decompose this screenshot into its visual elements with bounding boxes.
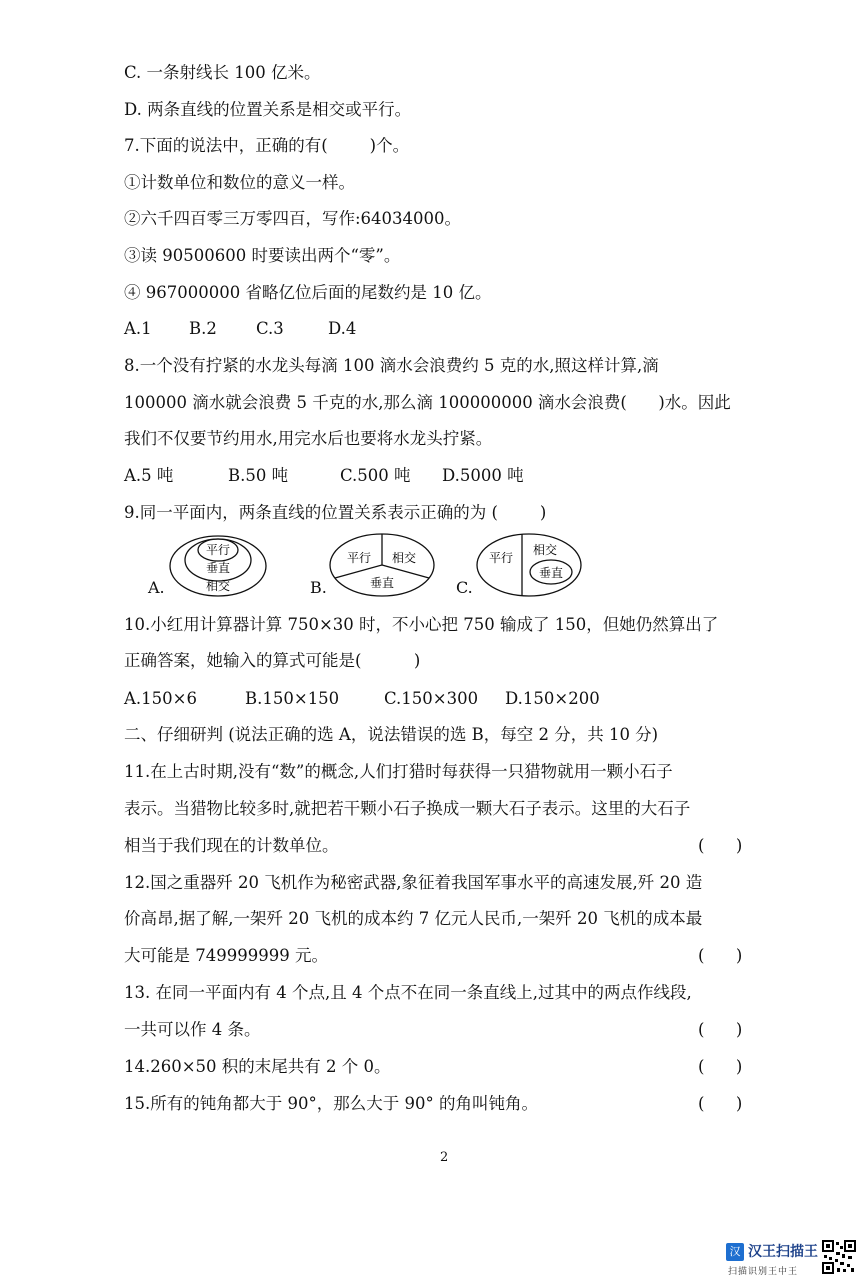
qr-code-icon — [822, 1240, 856, 1274]
q12-line-3: 大可能是 749999999 元。 — [124, 946, 328, 965]
q14-line: 14.260×50 积的末尾共有 2 个 0。 — [124, 1057, 391, 1076]
q8-stem-line-3: 我们不仅要节约用水,用完水后也要将水龙头拧紧。 — [124, 429, 493, 448]
q9-diagram-b — [327, 532, 437, 598]
q6-option-d: D. 两条直线的位置关系是相交或平行。 — [124, 100, 412, 119]
q10-option-a: A.150×6 — [124, 689, 197, 708]
q7-statement-2: ②六千四百零三万零四百，写作:64034000。 — [124, 209, 462, 228]
section-2-heading: 二、仔细研判 (说法正确的选 A，说法错误的选 B，每空 2 分，共 10 分) — [124, 725, 659, 744]
q11-line-2: 表示。当猎物比较多时,就把若干颗小石子换成一颗大石子表示。这里的大石子 — [124, 799, 691, 818]
q10-option-b: B.150×150 — [245, 689, 340, 708]
q9-b-bottom-label: 垂直 — [369, 576, 395, 590]
q7-stem: 7.下面的说法中，正确的有( )个。 — [124, 136, 410, 155]
page-number: 2 — [440, 1150, 449, 1165]
q7-option-c: C.3 — [256, 319, 284, 338]
scanner-brand-slogan: 扫描识别王中王 — [728, 1267, 799, 1277]
q7-option-d: D.4 — [328, 319, 357, 338]
q10-option-d: D.150×200 — [505, 689, 600, 708]
q8-stem-line-2: 100000 滴水就会浪费 5 千克的水,那么滴 100000000 滴水会浪费( )水。因此 — [124, 393, 731, 412]
q13-line-2: 一共可以作 4 条。 — [124, 1020, 261, 1039]
q9-a-middle-label: 垂直 — [205, 561, 231, 575]
q7-option-a: A.1 — [124, 319, 152, 338]
q7-statement-4: ④ 967000000 省略亿位后面的尾数约是 10 亿。 — [124, 283, 492, 302]
q15-answer-blank: ( ) — [698, 1094, 743, 1113]
q7-option-b: B.2 — [189, 319, 217, 338]
q10-stem-line-2: 正确答案，她输入的算式可能是( ) — [124, 651, 421, 670]
q15-line: 15.所有的钝角都大于 90°，那么大于 90° 的角叫钝角。 — [124, 1094, 538, 1113]
q9-diagram-a — [168, 534, 268, 598]
scanner-watermark — [726, 1240, 858, 1280]
q7-statement-1: ①计数单位和数位的意义一样。 — [124, 173, 355, 192]
scanner-brand-name: 汉王扫描王 — [748, 1244, 818, 1260]
q12-answer-blank: ( ) — [698, 946, 743, 965]
q11-line-3: 相当于我们现在的计数单位。 — [124, 836, 339, 855]
q9-c-left-label: 平行 — [488, 551, 514, 565]
q9-a-outer-label: 相交 — [205, 579, 231, 593]
q8-option-a: A.5 吨 — [124, 466, 174, 485]
q9-a-inner-label: 平行 — [205, 543, 231, 557]
q9-b-left-label: 平行 — [346, 551, 372, 565]
q12-line-1: 12.国之重器歼 20 飞机作为秘密武器,象征着我国军事水平的高速发展,歼 20 造 — [124, 873, 703, 892]
q13-answer-blank: ( ) — [698, 1020, 743, 1039]
q11-answer-blank: ( ) — [698, 836, 743, 855]
q9-b-right-label: 相交 — [391, 551, 417, 565]
q8-option-c: C.500 吨 — [340, 466, 411, 485]
q9-option-c-letter: C. — [456, 578, 473, 597]
q9-stem: 9.同一平面内，两条直线的位置关系表示正确的为 ( ) — [124, 503, 547, 522]
q9-option-b-letter: B. — [310, 578, 327, 597]
q13-line-1: 13. 在同一平面内有 4 个点,且 4 个点不在同一条直线上,过其中的两点作线段, — [124, 983, 692, 1002]
q10-option-c: C.150×300 — [384, 689, 479, 708]
q8-option-b: B.50 吨 — [228, 466, 289, 485]
q7-statement-3: ③读 90500600 时要读出两个“零”。 — [124, 246, 401, 265]
q11-line-1: 11.在上古时期,没有“数”的概念,人们打猎时每获得一只猎物就用一颗小石子 — [124, 762, 673, 781]
q8-stem-line-1: 8.一个没有拧紧的水龙头每滴 100 滴水会浪费约 5 克的水,照这样计算,滴 — [124, 356, 659, 375]
q14-answer-blank: ( ) — [698, 1057, 743, 1076]
q9-c-right-label: 相交 — [532, 543, 558, 557]
q12-line-2: 价高昂,据了解,一架歼 20 飞机的成本约 7 亿元人民币,一架歼 20 飞机的成本最 — [124, 909, 703, 928]
q10-stem-line-1: 10.小红用计算器计算 750×30 时，不小心把 750 输成了 150，但她仍然算出了 — [124, 615, 719, 634]
scanner-logo-icon: 汉 — [726, 1243, 744, 1261]
q9-option-a-letter: A. — [148, 578, 165, 597]
q6-option-c: C. 一条射线长 100 亿米。 — [124, 63, 321, 82]
q8-option-d: D.5000 吨 — [442, 466, 524, 485]
q9-c-inner-label: 垂直 — [538, 566, 564, 580]
q9-diagram-c — [474, 532, 584, 598]
